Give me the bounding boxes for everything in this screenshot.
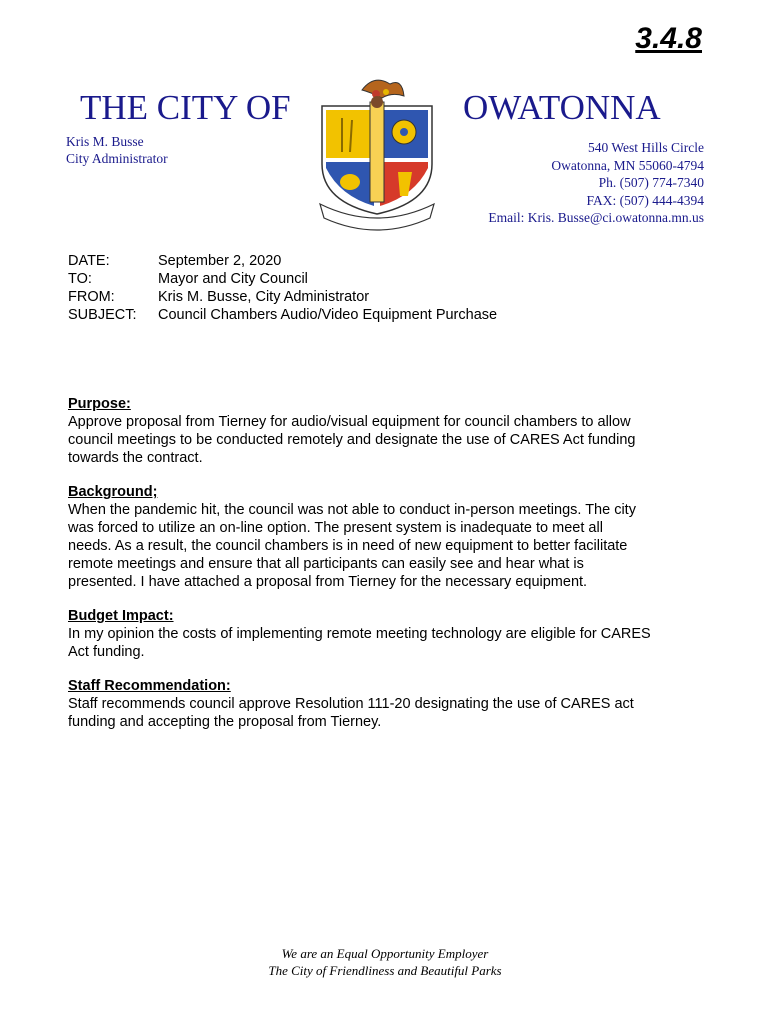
body-line: presented. I have attached a proposal from Tierney for the necessary equipment. — [68, 574, 588, 590]
body-line: needs. As a result, the council chambers is in need of new equipment to better facilitate — [68, 538, 628, 554]
city-title-left: THE CITY OF — [80, 88, 291, 127]
admin-name: Kris M. Busse — [66, 134, 144, 149]
section-heading: Purpose: — [68, 396, 131, 412]
body-line: Staff recommends council approve Resolution 111-20 designating the use of CARES act — [68, 696, 634, 712]
agenda-number: 3.4.8 — [635, 22, 702, 55]
city-seal-icon — [312, 72, 442, 234]
section-staff-recommendation — [68, 677, 688, 731]
body-line: towards the contract. — [68, 450, 203, 466]
footer-line: We are an Equal Opportunity Employer — [281, 946, 489, 961]
section-heading: Background; — [68, 484, 158, 500]
memo-value: Kris M. Busse, City Administrator — [158, 289, 370, 305]
admin-title: City Administrator — [66, 151, 168, 166]
section-heading: Budget Impact: — [68, 608, 174, 624]
section-background — [68, 483, 688, 591]
section-budget-impact — [68, 607, 688, 661]
address-line: 540 West Hills Circle — [587, 140, 704, 155]
memo-body — [68, 395, 688, 747]
body-line: was forced to utilize an on-line option. The present system is inadequate to meet all — [68, 520, 603, 536]
body-line: Act funding. — [68, 644, 145, 660]
body-line: Approve proposal from Tierney for audio/visual equipment for council chambers to allow — [68, 414, 631, 430]
address-line: Owatonna, MN 55060-4794 — [551, 157, 704, 173]
memo-row-to — [68, 270, 497, 288]
body-line: council meetings to be conducted remotely and designate the use of CARES Act funding — [68, 432, 636, 448]
memo-row-date — [68, 252, 497, 270]
city-title-right: OWATONNA — [463, 88, 661, 127]
section-heading: Staff Recommendation: — [68, 678, 231, 694]
memo-value: Mayor and City Council — [158, 271, 308, 287]
memo-header — [68, 252, 497, 324]
fax-line: FAX: (507) 444-4394 — [586, 192, 704, 208]
footer — [0, 945, 770, 979]
administrator-block — [66, 133, 168, 167]
body-line: remote meetings and ensure that all participants can easily see and hear what is — [68, 556, 584, 572]
body-line: When the pandemic hit, the council was not able to conduct in-person meetings. The city — [68, 502, 636, 518]
email-line: Email: Kris. Busse@ci.owatonna.mn.us — [488, 210, 704, 225]
body-line: funding and accepting the proposal from Tierney. — [68, 714, 382, 730]
memo-value: September 2, 2020 — [158, 253, 282, 269]
section-purpose — [68, 395, 688, 467]
memo-key: DATE: — [68, 253, 110, 269]
memo-row-subject — [68, 306, 497, 324]
address-block — [488, 139, 704, 227]
memo-row-from — [68, 288, 497, 306]
footer-line: The City of Friendliness and Beautiful Parks — [268, 963, 502, 978]
phone-line: Ph. (507) 774-7340 — [598, 175, 704, 190]
body-line: In my opinion the costs of implementing remote meeting technology are eligible for CARES — [68, 626, 651, 642]
memo-key: TO: — [68, 271, 92, 287]
memo-key: FROM: — [68, 289, 115, 305]
memo-key: SUBJECT: — [68, 307, 137, 323]
memo-value: Council Chambers Audio/Video Equipment Purchase — [158, 307, 498, 323]
